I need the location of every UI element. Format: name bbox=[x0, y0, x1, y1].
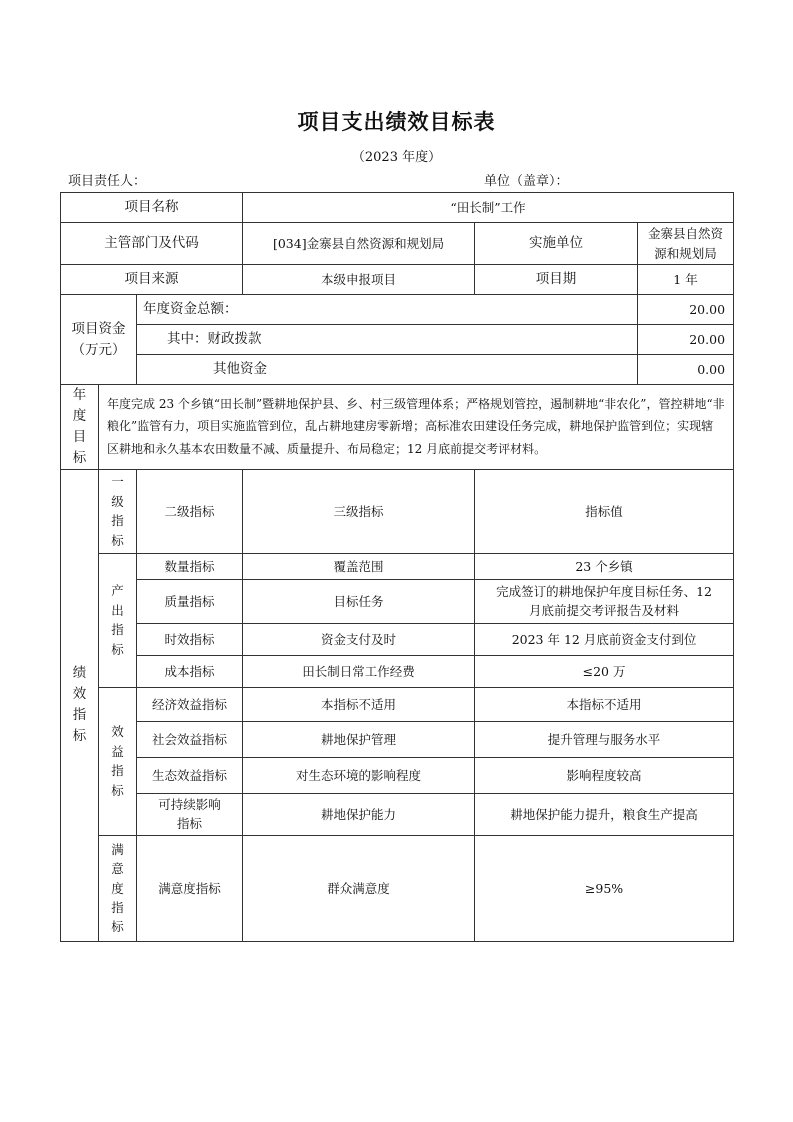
indicator-row bbox=[61, 553, 734, 579]
indicator-row bbox=[61, 721, 734, 757]
responsible-person-label: 项目责任人： bbox=[68, 174, 147, 189]
project-source-value: 本级申报项目 bbox=[243, 265, 475, 295]
fund-row-other bbox=[61, 355, 734, 385]
project-period-label: 项目期 bbox=[475, 265, 638, 295]
indicator-header-row bbox=[61, 469, 734, 553]
fund-fiscal-label: 其中：财政拨款 bbox=[137, 325, 638, 355]
fund-total-value: 20.00 bbox=[638, 295, 734, 325]
indicator-level3: 目标任务 bbox=[243, 579, 475, 623]
satisfaction-group-label bbox=[99, 835, 137, 941]
project-source-label: 项目来源 bbox=[61, 265, 243, 295]
indicator-row bbox=[61, 793, 734, 835]
indicator-row bbox=[61, 687, 734, 721]
level1-header-text: 一级指标 bbox=[111, 474, 124, 548]
indicator-value: 完成签订的耕地保护年度目标任务、12 月底前提交考评报告及材料 bbox=[475, 579, 734, 623]
project-funds-unit: （万元） bbox=[71, 341, 126, 358]
indicator-level2: 成本指标 bbox=[137, 655, 243, 687]
department-label: 主管部门及代码 bbox=[61, 223, 243, 265]
project-name-row bbox=[61, 193, 734, 223]
indicator-level2: 数量指标 bbox=[137, 553, 243, 579]
annual-goal-label-text: 年度目标 bbox=[72, 387, 87, 466]
annual-goal-text: 年度完成 23 个乡镇“田长制”暨耕地保护县、乡、村三级管理体系；严格规划管控，遏制耕地“非农化”，管控耕地“非粮化”监管有力，项目实施监管到位，乱占耕地建房零新增；高标准农田建设任务完成，耕地保护监管到位；实现辖区耕地和永久基本农田数量不减、质量提升、布局稳定；12 月底前提交考评材料。 bbox=[99, 385, 734, 470]
indicator-level3: 田长制日常工作经费 bbox=[243, 655, 475, 687]
indicator-level3: 覆盖范围 bbox=[243, 553, 475, 579]
indicator-level3: 资金支付及时 bbox=[243, 623, 475, 655]
department-row bbox=[61, 223, 734, 265]
indicator-level2: 社会效益指标 bbox=[137, 721, 243, 757]
benefit-group-label bbox=[99, 687, 137, 835]
indicator-level2: 满意度指标 bbox=[137, 835, 243, 941]
value-header: 指标值 bbox=[475, 469, 734, 553]
indicator-value: ≤20 万 bbox=[475, 655, 734, 687]
project-name-value: “田长制”工作 bbox=[243, 193, 734, 223]
indicator-level2: 经济效益指标 bbox=[137, 687, 243, 721]
implementing-unit-label: 实施单位 bbox=[475, 223, 638, 265]
implementing-unit-value: 金寨县自然资源和规划局 bbox=[638, 223, 734, 265]
project-period-value: 1 年 bbox=[638, 265, 734, 295]
indicator-value: 本指标不适用 bbox=[475, 687, 734, 721]
fund-row-total bbox=[61, 295, 734, 325]
indicator-row bbox=[61, 835, 734, 941]
project-name-label: 项目名称 bbox=[61, 193, 243, 223]
fund-other-value: 0.00 bbox=[638, 355, 734, 385]
indicator-level3: 群众满意度 bbox=[243, 835, 475, 941]
indicator-level3: 耕地保护管理 bbox=[243, 721, 475, 757]
unit-seal-label: 单位（盖章）： bbox=[484, 174, 569, 189]
indicator-level3: 本指标不适用 bbox=[243, 687, 475, 721]
benefit-group-label-text: 效益指标 bbox=[111, 724, 124, 798]
fund-other-label: 其他资金 bbox=[137, 355, 638, 385]
fund-fiscal-value: 20.00 bbox=[638, 325, 734, 355]
indicator-level2: 时效指标 bbox=[137, 623, 243, 655]
performance-indicators-label-text: 绩效指标 bbox=[72, 665, 87, 745]
indicator-value: 耕地保护能力提升，粮食生产提高 bbox=[475, 793, 734, 835]
satisfaction-group-label-text: 满意度指标 bbox=[111, 841, 124, 935]
fiscal-year: （2023 年度） bbox=[351, 150, 442, 165]
annual-goal-row bbox=[61, 385, 734, 470]
indicator-row bbox=[61, 623, 734, 655]
indicator-value: 提升管理与服务水平 bbox=[475, 721, 734, 757]
indicator-value: 23 个乡镇 bbox=[475, 553, 734, 579]
source-row bbox=[61, 265, 734, 295]
level2-header: 二级指标 bbox=[137, 469, 243, 553]
level1-header bbox=[99, 469, 137, 553]
indicator-level3: 耕地保护能力 bbox=[243, 793, 475, 835]
output-group-label-text: 产出指标 bbox=[111, 583, 124, 657]
annual-goal-label bbox=[61, 385, 99, 470]
performance-indicators-label bbox=[61, 469, 99, 941]
indicator-row bbox=[61, 579, 734, 623]
page-title: 项目支出绩效目标表 bbox=[297, 110, 496, 134]
indicator-row bbox=[61, 655, 734, 687]
project-funds-title: 项目资金 bbox=[71, 320, 126, 337]
fund-total-label: 年度资金总额： bbox=[137, 295, 638, 325]
indicator-value: ≥95% bbox=[475, 835, 734, 941]
level3-header: 三级指标 bbox=[243, 469, 475, 553]
indicator-value: 2023 年 12 月底前资金支付到位 bbox=[475, 623, 734, 655]
indicator-level2: 可持续影响指标 bbox=[137, 793, 243, 835]
indicator-row bbox=[61, 757, 734, 793]
indicator-level2: 生态效益指标 bbox=[137, 757, 243, 793]
performance-goal-table bbox=[60, 192, 734, 942]
indicator-level2: 质量指标 bbox=[137, 579, 243, 623]
department-value: [034]金寨县自然资源和规划局 bbox=[243, 223, 475, 265]
indicator-value: 影响程度较高 bbox=[475, 757, 734, 793]
fund-row-fiscal bbox=[61, 325, 734, 355]
output-group-label bbox=[99, 553, 137, 687]
project-funds-label bbox=[61, 295, 137, 385]
indicator-level3: 对生态环境的影响程度 bbox=[243, 757, 475, 793]
